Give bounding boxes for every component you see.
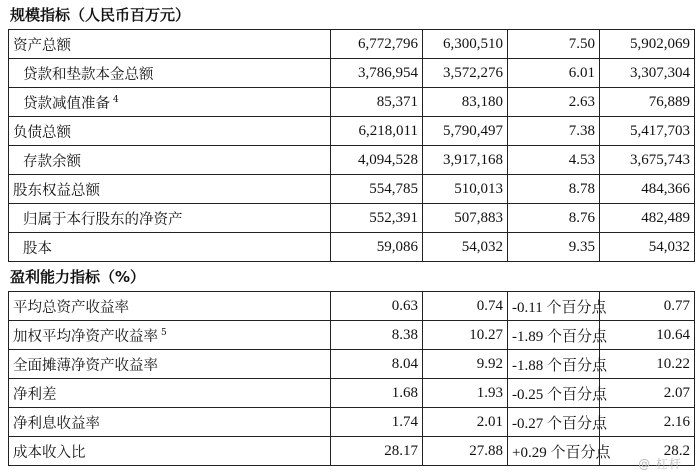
value-cell-c4: 3,307,304 bbox=[600, 59, 695, 88]
row-label-text: 净利差 bbox=[13, 386, 57, 403]
footnote-marker: 5 bbox=[161, 327, 167, 338]
financial-indicators-document bbox=[8, 1, 694, 466]
row-label-text: 股东权益总额 bbox=[13, 182, 100, 199]
value-cell-c4: 2.16 bbox=[600, 408, 695, 437]
value-cell-c4: 484,366 bbox=[600, 175, 695, 204]
value-cell-c3: -1.88 个百分点 bbox=[508, 350, 600, 379]
value-cell-c3: +0.29 个百分点 bbox=[508, 437, 600, 466]
value-cell-c1: 552,391 bbox=[331, 204, 423, 233]
row-label bbox=[9, 146, 331, 175]
value-cell-c2: 507,883 bbox=[423, 204, 508, 233]
table-row bbox=[9, 59, 695, 88]
row-label-text: 贷款和垫款本金总额 bbox=[23, 66, 154, 83]
row-label bbox=[9, 30, 331, 59]
scale-indicators-heading: 规模指标（人民币百万元） bbox=[10, 6, 191, 24]
table-row bbox=[9, 408, 695, 437]
row-label-text: 成本收入比 bbox=[13, 444, 86, 461]
scale-indicators-table bbox=[8, 29, 695, 262]
row-label-text: 全面摊薄净资产收益率 bbox=[13, 357, 158, 374]
value-cell-c3: 4.53 bbox=[508, 146, 600, 175]
table-row bbox=[9, 233, 695, 262]
table-row bbox=[9, 350, 695, 379]
row-label-text: 存款余额 bbox=[23, 153, 81, 170]
table-row bbox=[9, 146, 695, 175]
value-cell-c4: 10.64 bbox=[600, 321, 695, 350]
value-cell-c2: 5,790,497 bbox=[423, 117, 508, 146]
value-cell-c1: 1.68 bbox=[331, 379, 423, 408]
value-cell-c2: 10.27 bbox=[423, 321, 508, 350]
value-cell-c2: 6,300,510 bbox=[423, 30, 508, 59]
value-cell-c4: 2.07 bbox=[600, 379, 695, 408]
value-cell-c4: 3,675,743 bbox=[600, 146, 695, 175]
row-label-text: 资产总额 bbox=[13, 37, 71, 54]
row-label-text: 贷款减值准备 bbox=[23, 95, 110, 112]
value-cell-c4: 76,889 bbox=[600, 88, 695, 117]
value-cell-c2: 1.93 bbox=[423, 379, 508, 408]
value-cell-c2: 27.88 bbox=[423, 437, 508, 466]
row-label bbox=[9, 350, 331, 379]
value-cell-c1: 554,785 bbox=[331, 175, 423, 204]
row-label bbox=[9, 117, 331, 146]
value-cell-c3: 7.50 bbox=[508, 30, 600, 59]
value-cell-c3: -0.25 个百分点 bbox=[508, 379, 600, 408]
table-row bbox=[9, 204, 695, 233]
table-row bbox=[9, 88, 695, 117]
value-cell-c1: 8.38 bbox=[331, 321, 423, 350]
footnote-marker: 4 bbox=[113, 94, 119, 105]
row-label bbox=[9, 437, 331, 466]
value-cell-c1: 6,772,796 bbox=[331, 30, 423, 59]
value-cell-c3: 8.76 bbox=[508, 204, 600, 233]
row-label bbox=[9, 408, 331, 437]
row-label bbox=[9, 292, 331, 321]
value-cell-c2: 54,032 bbox=[423, 233, 508, 262]
table-row bbox=[9, 321, 695, 350]
value-cell-c3: -0.11 个百分点 bbox=[508, 292, 600, 321]
value-cell-c2: 9.92 bbox=[423, 350, 508, 379]
row-label bbox=[9, 175, 331, 204]
row-label-text: 股本 bbox=[23, 240, 52, 257]
row-label bbox=[9, 204, 331, 233]
value-cell-c3: 9.35 bbox=[508, 233, 600, 262]
value-cell-c3: 7.38 bbox=[508, 117, 600, 146]
profitability-indicators-table bbox=[8, 291, 695, 466]
row-label bbox=[9, 379, 331, 408]
value-cell-c1: 59,086 bbox=[331, 233, 423, 262]
value-cell-c4: 28.2 bbox=[600, 437, 695, 466]
row-label-text: 负债总额 bbox=[13, 124, 71, 141]
value-cell-c4: 0.77 bbox=[600, 292, 695, 321]
value-cell-c2: 510,013 bbox=[423, 175, 508, 204]
value-cell-c4: 482,489 bbox=[600, 204, 695, 233]
row-label-text: 加权平均净资产收益率 bbox=[13, 328, 158, 345]
profitability-indicators-heading: 盈利能力指标（%） bbox=[10, 268, 146, 286]
value-cell-c4: 10.22 bbox=[600, 350, 695, 379]
row-label-text: 平均总资产收益率 bbox=[13, 299, 129, 316]
table-row bbox=[9, 292, 695, 321]
row-label-text: 归属于本行股东的净资产 bbox=[23, 211, 183, 228]
value-cell-c1: 4,094,528 bbox=[331, 146, 423, 175]
table-row bbox=[9, 437, 695, 466]
value-cell-c2: 3,917,168 bbox=[423, 146, 508, 175]
value-cell-c2: 3,572,276 bbox=[423, 59, 508, 88]
value-cell-c3: 6.01 bbox=[508, 59, 600, 88]
value-cell-c4: 5,417,703 bbox=[600, 117, 695, 146]
value-cell-c1: 8.04 bbox=[331, 350, 423, 379]
value-cell-c1: 1.74 bbox=[331, 408, 423, 437]
table-row bbox=[9, 379, 695, 408]
row-label-text: 净利息收益率 bbox=[13, 415, 100, 432]
value-cell-c4: 5,902,069 bbox=[600, 30, 695, 59]
value-cell-c1: 6,218,011 bbox=[331, 117, 423, 146]
value-cell-c3: -0.27 个百分点 bbox=[508, 408, 600, 437]
value-cell-c1: 85,371 bbox=[331, 88, 423, 117]
value-cell-c3: 8.78 bbox=[508, 175, 600, 204]
value-cell-c2: 2.01 bbox=[423, 408, 508, 437]
watermark: @ 杠杆 bbox=[638, 457, 682, 471]
row-label bbox=[9, 59, 331, 88]
value-cell-c1: 28.17 bbox=[331, 437, 423, 466]
value-cell-c2: 0.74 bbox=[423, 292, 508, 321]
value-cell-c1: 0.63 bbox=[331, 292, 423, 321]
value-cell-c1: 3,786,954 bbox=[331, 59, 423, 88]
value-cell-c3: 2.63 bbox=[508, 88, 600, 117]
row-label bbox=[9, 233, 331, 262]
value-cell-c2: 83,180 bbox=[423, 88, 508, 117]
value-cell-c4: 54,032 bbox=[600, 233, 695, 262]
value-cell-c3: -1.89 个百分点 bbox=[508, 321, 600, 350]
table-row bbox=[9, 175, 695, 204]
row-label bbox=[9, 88, 331, 117]
row-label bbox=[9, 321, 331, 350]
table-row bbox=[9, 30, 695, 59]
table-row bbox=[9, 117, 695, 146]
